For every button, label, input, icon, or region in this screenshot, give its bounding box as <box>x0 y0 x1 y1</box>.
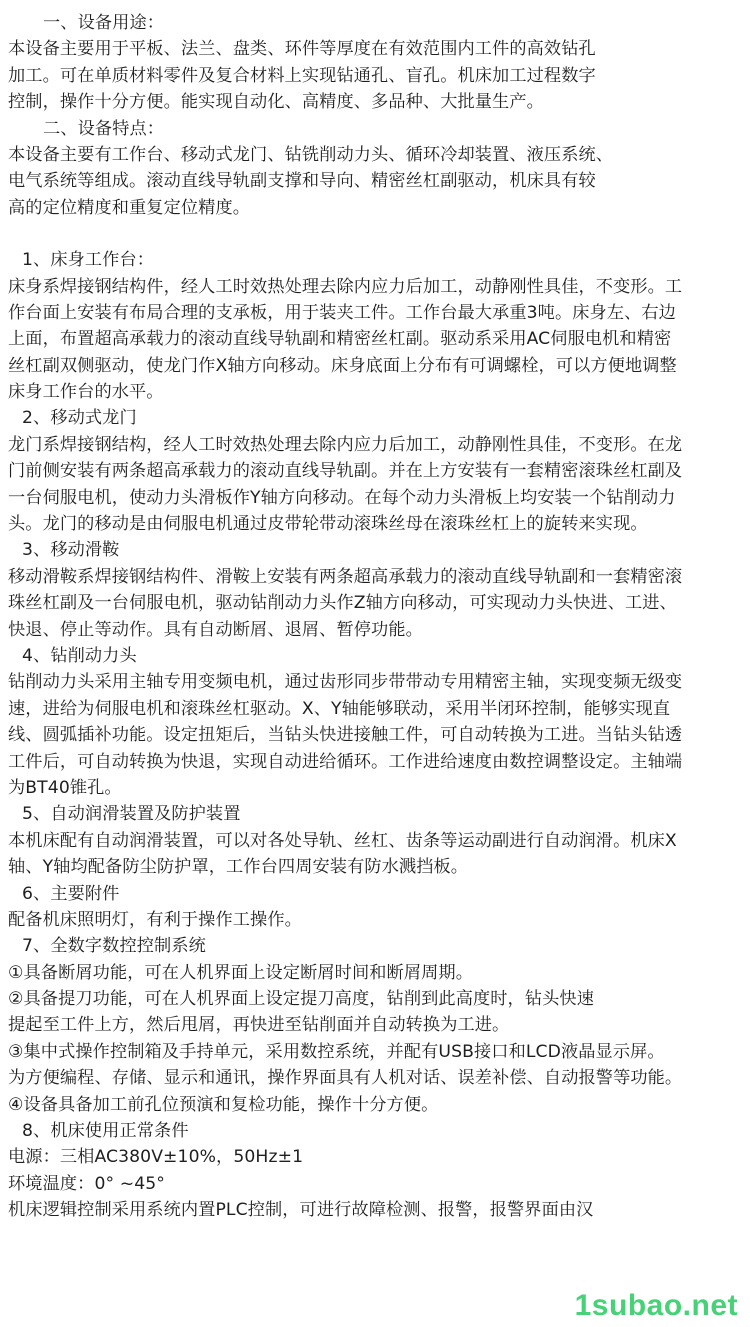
paragraph-line: 加工。可在单质材料零件及复合材料上实现钻通孔、盲孔。机床加工过程数字 <box>8 65 596 86</box>
paragraph-line: 轴、Y轴均配备防尘防护罩，工作台四周安装有防水溅挡板。 <box>8 857 469 878</box>
paragraph-line: 线、圆弧插补功能。设定扭矩后，当钻头快进接触工件，可自动转换为工进。当钻头钻透 <box>8 725 683 746</box>
section-heading-purpose: 一、设备用途： <box>43 13 165 33</box>
paragraph-line: 丝杠副双侧驱动，使龙门作X轴方向移动。床身底面上分布有可调螺栓，可以方便地调整 <box>8 355 677 376</box>
paragraph-line: 环境温度：0° ~45° <box>8 1173 165 1194</box>
paragraph-line: ④设备具备加工前孔位预演和复检功能，操作十分方便。 <box>8 1094 439 1115</box>
paragraph-line: 珠丝杠副及一台伺服电机，驱动钻削动力头作Z轴方向移动，可实现动力头快进、工进、 <box>8 593 677 614</box>
paragraph-line: 电气系统等组成。滚动直线导轨副支撑和导向、精密丝杠副驱动，机床具有较 <box>8 171 596 192</box>
paragraph-line: 本设备主要有工作台、移动式龙门、钻铣削动力头、循环冷却装置、液压系统、 <box>8 144 614 165</box>
paragraph-line: 门前侧安装有两条超高承载力的滚动直线导轨副。并在上方安装有一套精密滚珠丝杠副及 <box>8 461 683 482</box>
paragraph-line: 本设备主要用于平板、法兰、盘类、环件等厚度在有效范围内工件的高效钻孔 <box>8 39 596 60</box>
paragraph-line: 移动滑鞍系焊接钢结构件、滑鞍上安装有两条超高承载力的滚动直线导轨副和一套精密滚 <box>8 566 683 587</box>
item-heading-power-head: 4、钻削动力头 <box>22 645 137 666</box>
paragraph-line: 床身系焊接钢结构件，经人工时效热处理去除内应力后加工，动静刚性具佳，不变形。工 <box>8 276 683 297</box>
item-heading-accessories: 6、主要附件 <box>22 883 120 904</box>
paragraph-line: 钻削动力头采用主轴专用变频电机，通过齿形同步带带动专用精密主轴，实现变频无级变 <box>8 672 683 693</box>
document-body <box>8 10 742 1224</box>
item-heading-gantry: 2、移动式龙门 <box>22 408 137 429</box>
paragraph-line: 机床逻辑控制采用系统内置PLC控制，可进行故障检测、报警，报警界面由汉 <box>8 1200 594 1221</box>
paragraph-line: 配备机床照明灯，有利于操作工操作。 <box>8 909 302 930</box>
item-heading-lubrication: 5、自动润滑装置及防护装置 <box>22 804 241 825</box>
paragraph-line: 提起至工件上方，然后甩屑，再快进至钻削面并自动转换为工进。 <box>8 1015 510 1036</box>
paragraph-line: 为BT40锥孔。 <box>8 777 122 798</box>
item-heading-saddle: 3、移动滑鞍 <box>22 540 120 561</box>
paragraph-line: 床身工作台的水平。 <box>8 382 164 403</box>
paragraph-line: ①具备断屑功能，可在人机界面上设定断屑时间和断屑周期。 <box>8 962 473 983</box>
item-heading-bed-table: 1、床身工作台： <box>22 250 155 271</box>
item-heading-conditions: 8、机床使用正常条件 <box>22 1121 189 1142</box>
paragraph-line: ②具备提刀功能，可在人机界面上设定提刀高度，钻削到此高度时，钻头快速 <box>8 989 594 1010</box>
item-heading-cnc-system: 7、全数字数控控制系统 <box>22 936 206 957</box>
spacer <box>8 221 742 247</box>
paragraph-line: 上面，布置超高承载力的滚动直线导轨副和精密丝杠副。驱动系采用AC伺服电机和精密 <box>8 329 672 350</box>
paragraph-line: 高的定位精度和重复定位精度。 <box>8 197 251 218</box>
paragraph-line: ③集中式操作控制箱及手持单元，采用数控系统，并配有USB接口和LCD液晶显示屏。 <box>8 1041 665 1062</box>
paragraph-line: 电源：三相AC380V±10%，50Hz±1 <box>8 1147 304 1168</box>
paragraph-line: 为方便编程、存储、显示和通讯，操作界面具有人机对话、误差补偿、自动报警等功能。 <box>8 1068 683 1089</box>
section-heading-features: 二、设备特点： <box>43 118 165 139</box>
paragraph-line: 本机床配有自动润滑装置，可以对各处导轨、丝杠、齿条等运动副进行自动润滑。机床X <box>8 830 677 851</box>
paragraph-line: 龙门系焊接钢结构，经人工时效热处理去除内应力后加工，动静刚性具佳，不变形。在龙 <box>8 434 683 455</box>
watermark-logo: 1subao.net <box>574 1289 738 1322</box>
paragraph-line: 工件后，可自动转换为快退，实现自动进给循环。工作进给速度由数控调整设定。主轴端 <box>8 751 683 772</box>
paragraph-line: 作台面上安装有布局合理的支承板，用于装夹工件。工作台最大承重3吨。床身左、右边 <box>8 302 676 323</box>
paragraph-line: 速，进给为伺服电机和滚珠丝杠驱动。X、Y轴能够联动，采用半闭环控制，能够实现直 <box>8 698 671 719</box>
paragraph-line: 头。龙门的移动是由伺服电机通过皮带轮带动滚珠丝母在滚珠丝杠上的旋转来实现。 <box>8 514 648 535</box>
paragraph-line: 一台伺服电机，使动力头滑板作Y轴方向移动。在每个动力头滑板上均安装一个钻削动力 <box>8 487 676 508</box>
paragraph-line: 控制，操作十分方便。能实现自动化、高精度、多品种、大批量生产。 <box>8 92 544 113</box>
paragraph-line: 快退、停止等动作。具有自动断屑、退屑、暂停功能。 <box>8 619 423 640</box>
